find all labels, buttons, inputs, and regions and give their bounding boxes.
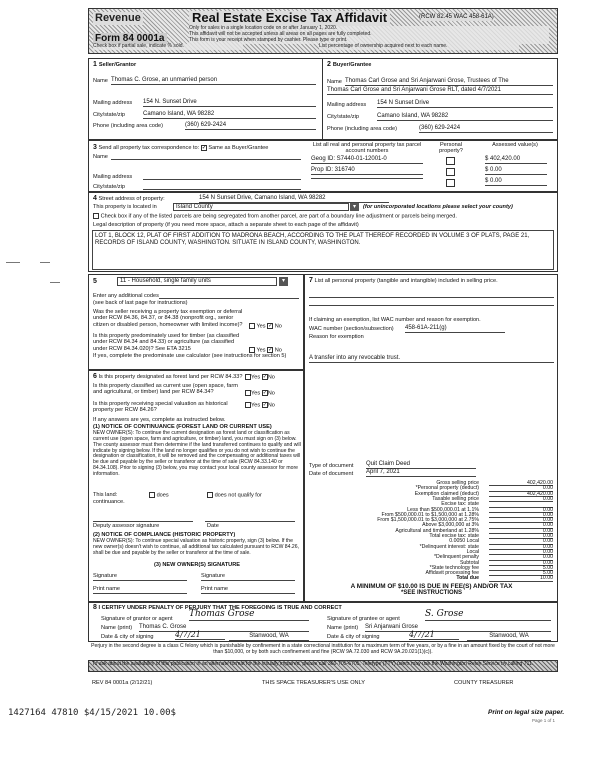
seller-phone-field[interactable]: (360) 629-2424 <box>185 122 316 130</box>
calc-row-value[interactable]: 402,420.00 <box>489 481 553 486</box>
buyer-name-field-2[interactable]: Thomas Carl Grose and Sri Anjarwani Grose RLT, dated 4/7/2021 <box>327 87 553 95</box>
minimum-due-notice: A MINIMUM OF $10.00 IS DUE IN FEE(S) AND/OR TAX <box>350 583 513 590</box>
calc-row-label: From $500,000.01 to $1,500,000 at 1.28% <box>381 511 479 518</box>
calc-row-value[interactable]: 0.00 <box>489 550 553 555</box>
calc-row-label: Local <box>466 548 479 555</box>
seller-heading: Seller/Grantor <box>98 62 137 68</box>
county-select[interactable]: Island County <box>173 203 349 211</box>
revenue-logo: Revenue <box>95 12 141 24</box>
buyer-mail-field[interactable]: 154 N Sunset Drive <box>377 100 553 108</box>
buyer-heading: Buyer/Grantee <box>332 62 372 68</box>
calc-row-label: Subtotal <box>459 559 479 566</box>
calc-row-value[interactable]: 0.00 <box>489 518 553 523</box>
section-8: 8 I CERTIFY UNDER PENALTY OF PERJURY THAT THE FOREGOING IS TRUE AND CORRECT Signature of grantor or agent Thomas Grose Name (print) Thomas C. Grose Date & city of signing 4/7/21 Stanwood, WA Signature of grantee or agent S. Grose Name (print) Sri Anjarwani Grose Date & city of signing 4/7/21 Stanwood, WA <box>88 602 558 642</box>
calc-row-label: *Delinquent interest: state <box>419 543 479 550</box>
calc-row-value[interactable]: 0.00 <box>489 539 553 544</box>
form-header <box>88 8 558 54</box>
parcel-account-field[interactable] <box>311 178 423 179</box>
calc-row-label: Above $3,000,000 at 3% <box>422 522 479 529</box>
assessor-date-field[interactable] <box>205 521 295 522</box>
calc-row-value[interactable]: 0.00 <box>489 561 553 566</box>
document-date-field[interactable]: April 7, 2021 <box>366 469 476 477</box>
new-owner-print-1[interactable] <box>93 593 187 594</box>
q1-yes-checkbox[interactable] <box>249 323 255 329</box>
seller-city-field[interactable]: Camano Island, WA 98282 <box>143 111 316 119</box>
calc-row-value[interactable]: 5.00 <box>489 571 553 576</box>
header-fine-5: List percentage of ownership acquired next to each name. <box>319 44 519 50</box>
assessed-value-field[interactable]: $ 402,420.00 <box>485 156 547 164</box>
calc-row-label: From $1,500,000.01 to $3,000,000 at 2.75% <box>377 517 479 524</box>
personal-property-checkbox[interactable] <box>446 157 455 165</box>
q6-2-no-checkbox[interactable]: ✓ <box>262 390 268 396</box>
grantee-city-field[interactable]: Stanwood, WA <box>467 633 551 641</box>
new-owner-signature-1[interactable] <box>93 580 187 581</box>
calc-row-label: Gross selling price <box>436 480 479 486</box>
form-title: Real Estate Excise Tax Affidavit <box>189 11 390 26</box>
calc-row-label: Taxable selling price <box>432 495 479 502</box>
corr-name-field[interactable] <box>111 159 301 160</box>
property-street-field[interactable]: 154 N Sunset Drive, Camano Island, WA 98282 <box>199 195 389 203</box>
calc-row-value[interactable]: 0.00 <box>489 534 553 539</box>
wac-number-field[interactable]: 458-61A-211(g) <box>405 325 505 333</box>
calc-row-value[interactable]: 0.00 <box>489 513 553 518</box>
header-fine-4: Check box if partial sale, indicate % sold. <box>93 44 243 50</box>
receipt-stamp: 1427164 47810 $4/15/2021 10.00$ <box>8 708 176 718</box>
section-5: 5 11 - Household, single family units ▾ Enter any additional codes (see back of last page for instructions) Was the seller receiving a property tax exemption or deferral under RCW 84.36, 84.37, or 84.38 (nonprofit org., senior citizen or disabled person, homeowner with limited income)? Yes ✓ No Is this property predominately used for timber (as classified under RCW 84.34 and 84.33) or agriculture (as classified under RCW 84.34.020)? See ETA 3215 Yes ✓ No If yes, complete the predominate use calculator (see instructions for section 5) <box>88 274 304 370</box>
calc-row-label: Affidavit processing fee <box>425 570 479 577</box>
q6-3-no-checkbox[interactable]: ✓ <box>262 402 268 408</box>
assessed-value-field[interactable]: $ 0.00 <box>485 178 547 186</box>
legal-paper-note: Print on legal size paper. <box>488 709 565 716</box>
section-3: 3 Send all property tax correspondence to: ✓ Same as Buyer/Grantee Name Mailing address City/state/zip List all real and personal property tax parcel account numbers Personal property? Assessed value(s) Geog ID: S7440-01-12001-0 $ 402,420.00 Prop ID: 316740 $ 0.00 $ 0.00 <box>88 140 558 192</box>
county-dropdown-icon[interactable]: ▾ <box>350 203 359 211</box>
calc-row-value[interactable]: 0.00 <box>489 497 553 502</box>
land-use-select[interactable]: 11 - Household, single family units <box>117 277 277 286</box>
buyer-name-field-1[interactable]: Thomas Carl Grose and Sri Anjarwani Grose, Trustees of The <box>345 78 553 86</box>
form-revision: REV 84 0001a (2/12/21) <box>92 680 153 686</box>
same-as-buyer-checkbox[interactable]: ✓ <box>201 144 207 151</box>
corr-mail-field[interactable] <box>143 179 301 180</box>
calc-row-value[interactable]: 5.00 <box>489 566 553 571</box>
grantee-name-field[interactable]: Sri Anjarwani Grose <box>365 624 551 632</box>
calc-row-value[interactable]: 0.00 <box>489 545 553 550</box>
seller-mail-field[interactable]: 154 N. Sunset Drive <box>143 99 316 107</box>
margin-mark <box>40 262 50 263</box>
calc-row-label: Excise tax: state <box>441 501 479 508</box>
header-fine-2: This affidavit will not be accepted unless all areas on all pages are fully completed. <box>189 32 549 38</box>
calc-row-value[interactable]: 0.00 <box>489 555 553 560</box>
calc-row-label: Agricultural and timberland at 1.28% <box>395 527 479 534</box>
margin-mark <box>6 262 20 263</box>
q2-no-checkbox[interactable]: ✓ <box>268 347 273 353</box>
assessed-value-field[interactable]: $ 0.00 <box>485 167 547 175</box>
grantee-signature-field[interactable]: S. Grose <box>425 609 551 621</box>
perjury-notice: Perjury in the second degree is a class C felony which is punishable by confinement in a state correctional institution for a maximum term of five years, or by a fine in an amount fixed by the court of not more than $10,000, or by both such confinement and fine (RCW 9A.72.030 and RCW 9A.20.021(1)(c)). <box>91 643 555 655</box>
exemption-reason-field[interactable]: A transfer into any revocable trust. <box>309 355 554 363</box>
calc-row-label: Total due <box>456 575 479 582</box>
calc-row-label: Exemption claimed (deduct) <box>414 490 479 497</box>
grantor-signature-field[interactable]: Thomas Grose <box>189 609 309 621</box>
calc-row-label: Less than $500,000.01 at 1.1% <box>407 506 479 513</box>
parcel-account-field[interactable]: Prop ID: 316740 <box>311 167 423 175</box>
section-7: 7 List all personal property (tangible and intangible) included in selling price. If claiming an exemption, list WAC number and reason for exemption. WAC number (section/subsection) 458-61A-211(g) Reason for exemption A transfer into any revocable trust. Type of document Date of document Gross selling price 402,420.00 *Personal property (deduct) 0.00 Exemption claimed (deduct) 402,420.00 Taxable selling price 0.00 Excise tax: state Less than $500,000.01 at 1.1% 0.00 From $500,000.01 to $1,500,000 at 1.28% 0.00 From $1,500,000.01 to $3,000,000 at 2.75% 0.00 Above $3,000,000 at 3% 0.00 Agricultural and timberland at 1.28% 0.00 Total excise tax: state 0.00 0.0050 Local 0.00 *Delinquent interest: state 0.00 Local 0.00 *Delinquent penalty 0.00 Subtotal 0.00 *State technology fee 5.00 Affidavit processing fee 5.00 Total due 10.00 A MINIMUM OF $10.00 IS DUE IN FEE(S) AND/OR TAX *SEE INSTRUCTIONS <box>304 274 558 602</box>
section-6: 6 Is this property designated as forest land per RCW 84.33? Yes ✓No Is this property classified as current use (open space, farm and agricultural, or timber) land per RCW 84.34? Yes ✓No Is this property receiving special valuation as historical property per RCW 84.26? Yes ✓No If any answers are yes, complete as instructed below. (1) NOTICE OF CONTINUANCE (FOREST LAND OR CURRENT USE) NEW OWNER(S): To continue the current designation as forest land or classification as current use (open space, farm and agriculture, or timber) land, you must sign on (3) below. The county assessor must then determine if the land transferred continues to qualify and will indicate by signing below. If the land no longer qualifies or you do not wish to continue the designation or classification, it will be removed and the compensating or additional taxes will be due and payable by the seller or transferor at the time of sale (RCW 84.33.140 or 84.34.108). Prior to signing (3) below, you may contact your local county assessor for more information. This land: does does not qualify for continuance. Deputy assessor signature Date (2) NOTICE OF COMPLIANCE (HISTORIC PROPERTY) NEW OWNER(S): To continue special valuation as historic property, sign (3) below. If the new owner(s) doesn't wish to continue, all additional tax calculated pursuant to RCW 84.26, shall be due and payable by the seller or transferor at the time of sale. (3) NEW OWNER(S) SIGNATURE Signature Signature Print name Print name <box>88 370 304 602</box>
page-number: Page 1 of 1 <box>532 718 556 723</box>
calc-row-label: *Delinquent penalty <box>434 554 479 561</box>
form-number: Form 84 0001a <box>95 33 165 44</box>
seller-name-field[interactable]: Thomas C. Grose, an unmarried person <box>111 77 316 85</box>
additional-codes-field[interactable] <box>159 298 299 299</box>
county-treasurer: COUNTY TREASURER <box>454 680 514 686</box>
section-4: 4 Street address of property: 154 N Sunset Drive, Camano Island, WA 98282 This property is located in Island County ▾ (for unincorporated locations please select your county) Check box if any of the listed parcels are being segregated from another parcel, are part of a boundary line adjustment or parcels being merged. Legal description of property (if you need more space, attach a separate sheet to each page of the affidavit) LOT 1, BLOCK 12, PLAT OF FIRST ADDITION TO MADRONA BEACH, ACCORDING TO THE PLAT THEREOF RECORDED IN VOLUME 3 OF PLATS, PAGE 21, RECORDS OF ISLAND COUNTY, WASHINGTON. SITUATE IN ISLAND COUNTY, WASHINGTON. <box>88 192 558 272</box>
section-1-2: 1 Seller/Grantor Name Thomas C. Grose, an unmarried person Mailing address 154 N. Sunset Drive City/state/zip Camano Island, WA 98282 Phone (including area code) (360) 629-2424 2 Buyer/Grantee Name Thomas Carl Grose and Sri Anjarwani Grose, Trustees of The Thomas Carl Grose and Sri Anjarwani Grose RLT, dated 4/7/2021 Mailing address 154 N Sunset Drive City/state/zip Camano Island, WA 98282 Phone (including area code) (360) 629-2424 <box>88 58 558 140</box>
new-owner-signature-2[interactable] <box>201 580 295 581</box>
certify-statement: I CERTIFY UNDER PENALTY OF PERJURY THAT THE FOREGOING IS TRUE AND CORRECT <box>98 605 342 611</box>
margin-mark <box>50 282 60 283</box>
legal-description-field[interactable]: LOT 1, BLOCK 12, PLAT OF FIRST ADDITION TO MADRONA BEACH, ACCORDING TO THE PLAT THEREOF RECORDED IN VOLUME 3 OF PLATS, PAGE 21, RECORDS OF ISLAND COUNTY, WASHINGTON. SITUATE IN ISLAND COUNTY, WASHINGTON. <box>92 230 554 270</box>
calc-row-value[interactable]: 0.00 <box>489 523 553 528</box>
calc-row-value[interactable]: 0.00 <box>489 508 553 513</box>
calc-row-value[interactable]: 10.00 <box>489 576 553 581</box>
ada-notice: To ask about the availability of this publication in an alternate format for the visually impaired, please call 360-705-6705. Teletype (TTY) users may use the Washington Relay Service by calling 711. <box>88 660 558 672</box>
corr-city-field[interactable] <box>143 189 301 190</box>
document-type-field[interactable]: Quit Claim Deed <box>366 461 476 469</box>
calc-row-value[interactable]: 402,420.00 <box>489 492 553 497</box>
header-fine-3: This form is your receipt when stamped by cashier. Please type or print. <box>189 38 549 44</box>
calc-row-label: *Personal property (deduct) <box>415 485 479 492</box>
treasurer-only: THIS SPACE TREASURER'S USE ONLY <box>262 680 366 686</box>
grantee-date-field[interactable]: 4/7/21 <box>409 630 459 640</box>
calc-row-label: *State technology fee <box>429 564 479 571</box>
buyer-phone-field[interactable]: (360) 629-2424 <box>419 125 553 133</box>
q6-1-no-checkbox[interactable]: ✓ <box>262 374 268 380</box>
assessor-signature-field[interactable] <box>93 521 193 522</box>
grantor-city-field[interactable]: Stanwood, WA <box>229 633 309 641</box>
grantor-date-field[interactable]: 4/7/21 <box>175 630 225 640</box>
buyer-city-field[interactable]: Camano Island, WA 98282 <box>377 113 553 121</box>
new-owner-print-2[interactable] <box>201 593 295 594</box>
does-not-qualify-checkbox[interactable] <box>207 492 213 498</box>
form-statute: (RCW 82.45 WAC 458-61A) <box>419 14 494 20</box>
calc-row-value[interactable]: 0.00 <box>489 529 553 534</box>
grantor-name-field[interactable]: Thomas C. Grose <box>139 624 309 632</box>
see-instructions: *SEE INSTRUCTIONS <box>400 590 462 596</box>
land-use-dropdown-icon[interactable]: ▾ <box>279 277 288 286</box>
calc-row-value[interactable]: 0.00 <box>489 486 553 491</box>
parcel-account-field[interactable]: Geog ID: S7440-01-12001-0 <box>311 156 423 164</box>
calc-row-label: Total excise tax: state <box>429 533 479 539</box>
segregated-checkbox[interactable] <box>93 213 99 219</box>
header-fine-1: Only for sales in a single location code on or after January 1, 2020. <box>189 26 549 32</box>
personal-property-checkbox[interactable] <box>446 179 455 187</box>
personal-property-checkbox[interactable] <box>446 168 455 176</box>
calc-row-label: 0.0050 Local <box>449 538 479 545</box>
does-qualify-checkbox[interactable] <box>149 492 155 498</box>
q1-no-checkbox[interactable]: ✓ <box>268 323 273 329</box>
